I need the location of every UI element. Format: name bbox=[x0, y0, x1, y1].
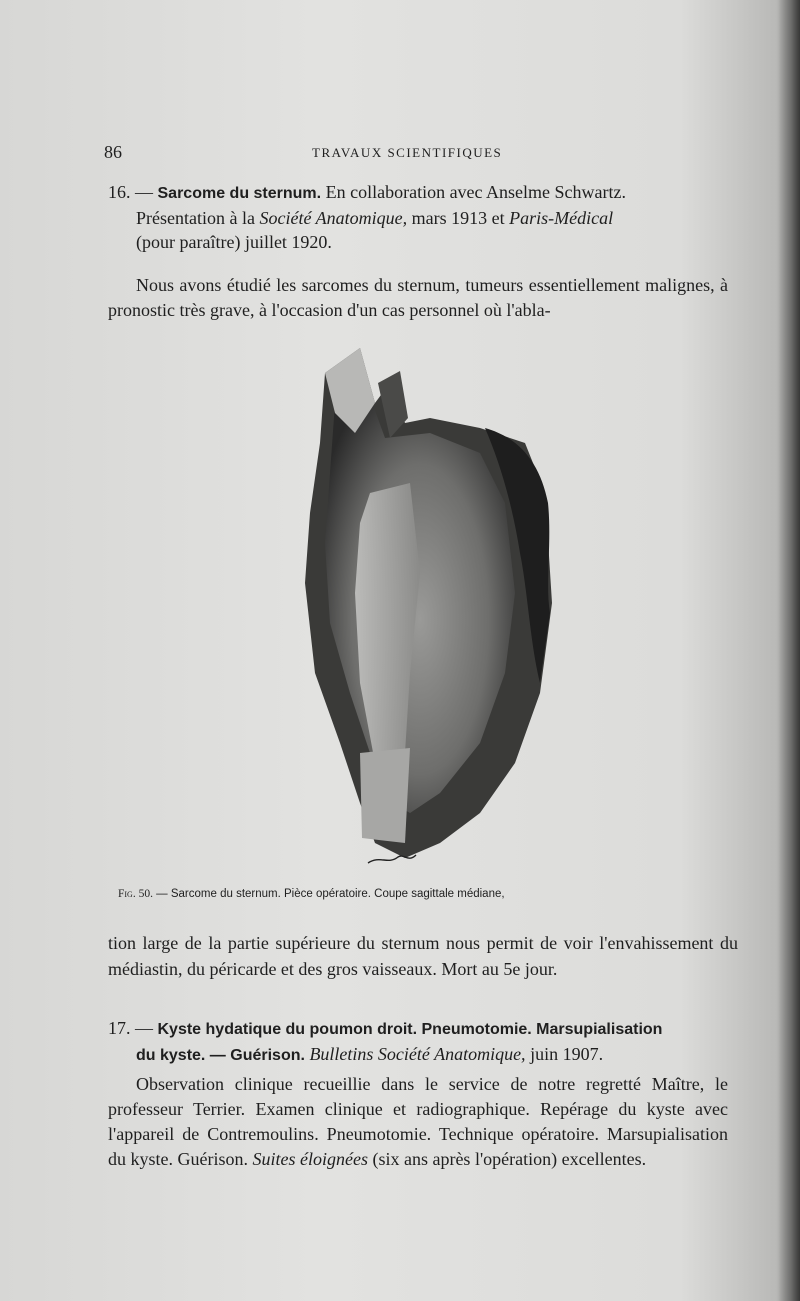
entry-16-line3: (pour paraître) juillet 1920. bbox=[136, 232, 332, 252]
entry-16 bbox=[108, 180, 738, 254]
entry-text: mars 1913 et bbox=[411, 208, 505, 228]
paragraph-text: Observation clinique recueillie dans le service de notre regretté Maître, le professeur Terrier. Examen clinique et radiographique. Repérage du kyste avec l'appareil de Contremoulins. Pneumotomie. Technique opératoire. Marsupialisation du kyste. Guérison. bbox=[108, 1074, 728, 1169]
entry-title-cont: du kyste. — Guérison. bbox=[136, 1047, 305, 1064]
page-header bbox=[104, 142, 724, 166]
entry-16-line2 bbox=[108, 206, 738, 230]
entry-text: En collaboration avec Anselme Schwartz. bbox=[325, 182, 627, 202]
entry-number: 17. — bbox=[108, 1018, 153, 1038]
paragraph bbox=[108, 1072, 728, 1172]
sternum-sarcoma-illustration bbox=[290, 343, 570, 878]
paragraph: Nous avons étudié les sarcomes du sternum, tumeurs essentiellement malignes, à pronostic très grave, à l'occasion d'un cas personnel où l'abla- bbox=[108, 275, 728, 320]
paragraph-text-end: (six ans après l'opération) excellentes. bbox=[372, 1149, 647, 1169]
entry-text: Présentation à la bbox=[136, 208, 255, 228]
entry-17-line1 bbox=[108, 1016, 738, 1042]
journal-name: Paris-Médical bbox=[509, 208, 614, 228]
page-edge-shadow bbox=[778, 0, 800, 1301]
entry-17 bbox=[108, 1016, 738, 1068]
journal-name: Bulletins Société Anatomique, bbox=[309, 1044, 526, 1064]
figure-illustration bbox=[290, 343, 570, 878]
entry-title: Sarcome du sternum. bbox=[157, 185, 322, 202]
paragraph-italic: Suites éloignées bbox=[252, 1149, 368, 1169]
entry-title: Kyste hydatique du poumon droit. Pneumotomie. Marsupialisation bbox=[157, 1021, 663, 1038]
entry-16-line1 bbox=[108, 180, 738, 206]
running-title: TRAVAUX SCIENTIFIQUES bbox=[312, 145, 503, 160]
journal-name: Société Anatomique, bbox=[259, 208, 408, 228]
caption-text: — Sarcome du sternum. Pièce opératoire. Coupe sagittale médiane, bbox=[156, 888, 505, 900]
figure-caption bbox=[118, 888, 718, 900]
entry-number: 16. — bbox=[108, 182, 153, 202]
entry-17-line2 bbox=[108, 1042, 738, 1068]
caption-label: Fig. 50. bbox=[118, 888, 153, 900]
page-number: 86 bbox=[104, 142, 122, 162]
entry-text: juin 1907. bbox=[530, 1044, 604, 1064]
paragraph-continuation: tion large de la partie supérieure du sternum nous permit de voir l'envahissement du médiastin, du péricarde et des gros vaisseaux. Mort au 5e jour. bbox=[108, 933, 738, 979]
